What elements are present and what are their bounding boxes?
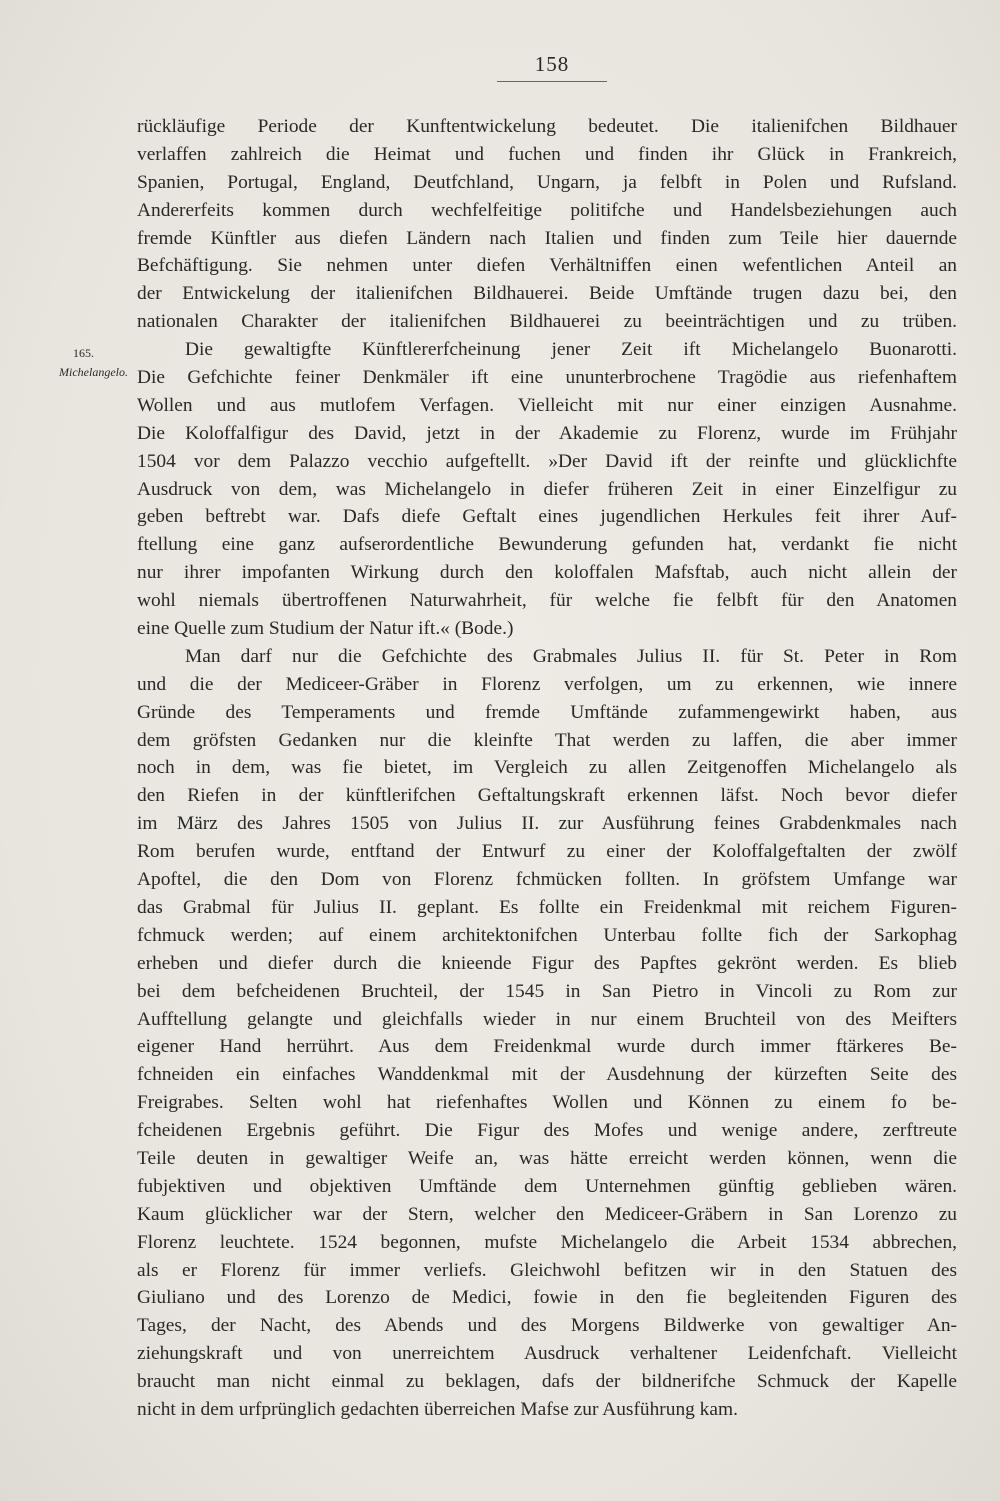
text-line: und die der Mediceer-Gräber in Florenz verfolgen, um zu erkennen, wie innere [137, 673, 957, 695]
text-line: den Riefen in der künftlerifchen Geftaltungskraft erkennen läfst. Noch bevor diefer [137, 785, 957, 807]
text-line: wohl niemals übertroffenen Naturwahrheit, für welche fie felbft für den Anatomen [137, 590, 957, 612]
text-line: fchneiden ein einfaches Wanddenkmal mit der Ausdehnung der kürzeften Seite des [137, 1064, 957, 1086]
text-line: bei dem befcheidenen Bruchteil, der 1545 in San Pietro in Vincoli zu Rom zur [137, 980, 957, 1002]
text-line: fubjektiven und objektiven Umftände dem Unternehmen günftig geblieben wären. [137, 1175, 957, 1197]
text-line: verlaffen zahlreich die Heimat und fuchen und finden ihr Glück in Frankreich, [137, 143, 957, 165]
text-line: das Grabmal für Julius II. geplant. Es follte ein Freidenkmal mit reichem Figuren- [137, 896, 957, 918]
text-line: nicht in dem urfprünglich gedachten überreichen Mafse zur Ausführung kam. [137, 1398, 738, 1420]
text-line: Die Gefchichte feiner Denkmäler ift eine ununterbrochene Tragödie aus riefenhaftem [137, 367, 957, 389]
page-number: 158 [497, 52, 607, 82]
text-line: eine Quelle zum Studium der Natur ift.« (Bode.) [137, 618, 514, 640]
text-line: Aufftellung gelangte und gleichfalls wieder in nur einem Bruchteil von des Meifters [137, 1008, 957, 1030]
text-line: braucht man nicht einmal zu beklagen, dafs der bildnerifche Schmuck der Kapelle [137, 1371, 957, 1393]
text-line: fchmuck werden; auf einem architektonifchen Unterbau follte fich der Sarkophag [137, 924, 957, 946]
text-line: Florenz leuchtete. 1524 begonnen, mufste Michelangelo die Arbeit 1534 abbrechen, [137, 1231, 957, 1253]
text-line: als er Florenz für immer verliefs. Gleichwohl befitzen wir in den Statuen des [137, 1259, 957, 1281]
text-line: geben beftrebt war. Dafs diefe Geftalt eines jugendlichen Herkules feit ihrer Auf- [137, 506, 957, 528]
text-line: 1504 vor dem Palazzo vecchio aufgeftellt. »Der David ift der reinfte und glücklichfte [137, 450, 957, 472]
text-line: Befchäftigung. Sie nehmen unter diefen Verhältniffen einen wefentlichen Anteil an [137, 255, 957, 277]
text-line: Man darf nur die Gefchichte des Grabmales Julius II. für St. Peter in Rom [185, 645, 957, 667]
text-line: nationalen Charakter der italienifchen Bildhauerei zu beeinträchtigen und zu trüben. [137, 311, 957, 333]
text-line: eigener Hand herrührt. Aus dem Freidenkmal wurde durch immer ftärkeres Be- [137, 1036, 957, 1058]
text-line: im März des Jahres 1505 von Julius II. zur Ausführung feines Grabdenkmales nach [137, 813, 957, 835]
text-line: Freigrabes. Selten wohl hat riefenhaftes Wollen und Können zu einem fo be- [137, 1092, 957, 1114]
text-line: rückläufige Periode der Kunftentwickelung bedeutet. Die italienifchen Bildhauer [137, 116, 957, 137]
text-line: erheben und diefer durch die knieende Figur des Papftes gekrönt werden. Es blieb [137, 952, 957, 974]
body-text [137, 113, 957, 1424]
text-line: Kaum glücklicher war der Stern, welcher den Mediceer-Gräbern in San Lorenzo zu [137, 1203, 957, 1225]
text-line: Apoftel, die den Dom von Florenz fchmücken follten. In gröfstem Umfange war [137, 869, 957, 891]
text-line: Die gewaltigfte Künftlererfcheinung jener Zeit ift Michelangelo Buonarotti. [185, 339, 957, 361]
text-line: Rom berufen wurde, entftand der Entwurf zu einer der Koloffalgeftalten der zwölf [137, 841, 957, 863]
text-line: Spanien, Portugal, England, Deutfchland, Ungarn, ja felbft in Polen und Rufsland. [137, 171, 957, 193]
text-line: ziehungskraft und von unerreichtem Ausdruck verhaltener Leidenfchaft. Vielleicht [137, 1343, 957, 1365]
margin-section-label: Michelangelo. [59, 365, 128, 379]
text-line: nur ihrer impofanten Wirkung durch den koloffalen Mafsftab, auch nicht allein der [137, 562, 957, 584]
text-line: Die Koloffalfigur des David, jetzt in der Akademie zu Florenz, wurde im Frühjahr [137, 422, 957, 444]
text-line: Tages, der Nacht, des Abends und des Morgens Bildwerke von gewaltiger An- [137, 1315, 957, 1337]
text-line: noch in dem, was fie bietet, im Vergleich zu allen Zeitgenoffen Michelangelo als [137, 757, 957, 779]
text-line: Giuliano und des Lorenzo de Medici, fowie in den fie begleitenden Figuren des [137, 1287, 957, 1309]
text-line: ftellung eine ganz aufserordentliche Bewunderung gefunden hat, verdankt fie nicht [137, 534, 957, 556]
text-line: Wollen und aus mutlofem Verfagen. Vielleicht mit nur einer einzigen Ausnahme. [137, 394, 957, 416]
text-line: Andererfeits kommen durch wechfelfeitige politifche und Handelsbeziehungen auch [137, 199, 957, 221]
text-line: Gründe des Temperaments und fremde Umftände zufammengewirkt haben, aus [137, 701, 957, 723]
margin-section-number: 165. [73, 346, 94, 360]
text-line: fcheidenen Ergebnis geführt. Die Figur des Mofes und wenige andere, zerftreute [137, 1120, 957, 1142]
text-line: dem gröfsten Gedanken nur die kleinfte That werden zu laffen, die aber immer [137, 729, 957, 751]
text-line: fremde Künftler aus diefen Ländern nach Italien und finden zum Teile hier dauernde [137, 227, 957, 249]
text-line: Ausdruck von dem, was Michelangelo in diefer früheren Zeit in einer Einzelfigur zu [137, 478, 957, 500]
text-line: der Entwickelung der italienifchen Bildhauerei. Beide Umftände trugen dazu bei, den [137, 283, 957, 305]
text-line: Teile deuten in gewaltiger Weife an, was hätte erreicht werden können, wenn die [137, 1147, 957, 1169]
